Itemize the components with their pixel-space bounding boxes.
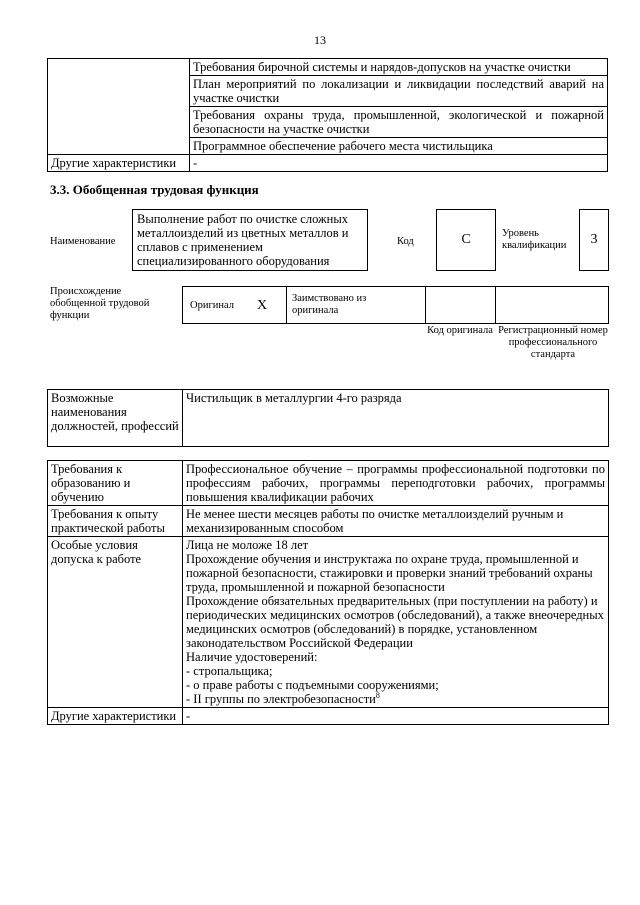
borrowed-label: Заимствовано из оригинала (292, 293, 367, 316)
function-name-box: Выполнение работ по очистке сложных металлоизделий из цветных металлов и сплавов с применением специализированного оборудования (132, 209, 368, 271)
origin-label: Происхождение обобщенной трудовой функции (50, 286, 150, 321)
divider (495, 286, 496, 324)
table-row (48, 59, 608, 76)
special-line: - II группы по электробезопасности (186, 692, 376, 706)
positions-table (47, 389, 609, 447)
positions-label: Возможные наименования должностей, профессий (48, 390, 183, 447)
experience-label: Требования к опыту практической работы (48, 506, 183, 537)
other-characteristics-value: - (190, 155, 608, 172)
section-heading: 3.3. Обобщенная трудовая функция (50, 182, 259, 197)
code-original-caption: Код оригинала (427, 325, 493, 336)
table-cell-empty (48, 107, 190, 138)
level-value-box: 3 (579, 209, 609, 271)
table-row (48, 506, 609, 537)
knowledge-table-continued (47, 58, 608, 172)
table-cell-empty (48, 138, 190, 155)
original-mark: X (257, 298, 268, 313)
table-cell: Требования охраны труда, промышленной, экологической и пожарной безопасности на участке очистки (190, 107, 608, 138)
table-row (48, 107, 608, 138)
table-row (48, 155, 608, 172)
table-cell: Требования бирочной системы и нарядов-допусков на участке очистки (190, 59, 608, 76)
positions-value: Чистильщик в металлургии 4-го разряда (183, 390, 609, 447)
name-label: Наименование (50, 236, 116, 247)
special-line: - о праве работы с подъемными сооружениями; (186, 678, 439, 692)
table-row (48, 537, 609, 708)
page-number: 13 (314, 33, 326, 47)
table-cell-empty (48, 76, 190, 107)
education-value: Профессиональное обучение – программы профессиональной подготовки по профессиям рабочих, программы переподготовки рабочих, программы повышения квалификации рабочих (183, 461, 609, 506)
special-line: Лица не моложе 18 лет (186, 538, 309, 552)
table-row (48, 138, 608, 155)
divider (286, 286, 287, 324)
table-row (48, 76, 608, 107)
level-label: Уровень квалификации (502, 228, 567, 251)
table-row (48, 708, 609, 725)
special-line: - стропальщика; (186, 664, 273, 678)
special-conditions-label: Особые условия допуска к работе (48, 537, 183, 708)
table-cell: Программное обеспечение рабочего места чистильщика (190, 138, 608, 155)
special-line: Наличие удостоверений: (186, 650, 318, 664)
table-row (48, 461, 609, 506)
other-characteristics-label: Другие характеристики (48, 155, 190, 172)
special-conditions-value (183, 537, 609, 708)
education-label: Требования к образованию и обучению (48, 461, 183, 506)
experience-value: Не менее шести месяцев работы по очистке металлоизделий ручным и механизированным способом (183, 506, 609, 537)
footnote-mark: 8 (375, 690, 380, 700)
divider (425, 286, 426, 324)
table-cell-empty (48, 59, 190, 76)
code-value-box: C (436, 209, 496, 271)
special-line-last (186, 692, 605, 706)
requirements-table (47, 460, 609, 725)
origin-box (182, 286, 609, 324)
original-label: Оригинал (190, 300, 234, 311)
reg-number-caption: Регистрационный номер профессионального стандарта (498, 325, 608, 360)
special-line: Прохождение обязательных предварительных (при поступлении на работу) и периодических медицинских осмотров (обследований), а также внеочередных медицинских осмотров (обследований) в порядке, установленном законодательством Российской Федерации (186, 594, 604, 650)
special-line: Прохождение обучения и инструктажа по охране труда, промышленной и пожарной безопасности, стажировки и проверки знаний требований охраны труда, промышленной и пожарной безопасности (186, 552, 593, 594)
code-label: Код (397, 236, 414, 247)
other-characteristics-label: Другие характеристики (48, 708, 183, 725)
table-row (48, 390, 609, 447)
table-cell: План мероприятий по локализации и ликвидации последствий аварий на участке очистки (190, 76, 608, 107)
other-characteristics-value: - (183, 708, 609, 725)
